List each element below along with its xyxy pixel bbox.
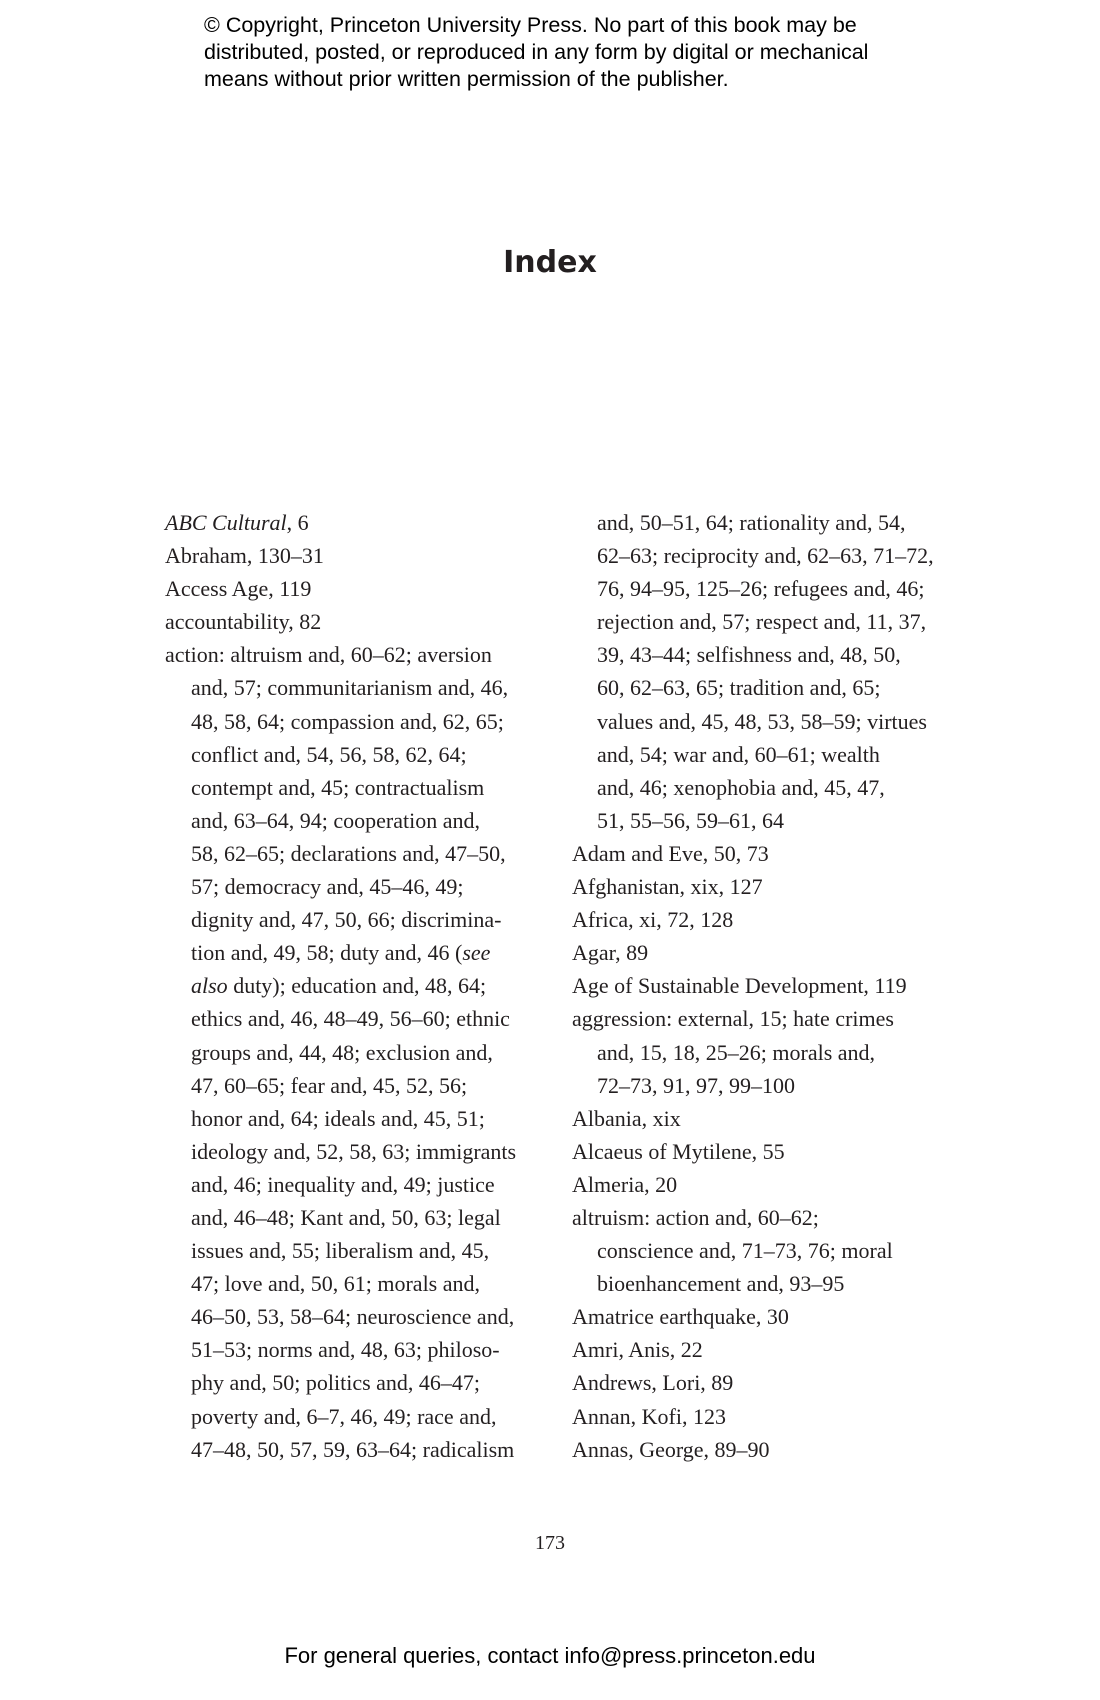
index-text: 51–53; norms and, 48, 63; philoso- xyxy=(191,1337,500,1363)
index-text: 72–73, 91, 97, 99–100 xyxy=(597,1072,795,1098)
index-column-right xyxy=(572,506,952,1466)
index-entry xyxy=(572,1201,952,1234)
index-text: and, 57; communitarianism and, 46, xyxy=(191,675,509,701)
index-entry-continuation xyxy=(165,1201,545,1234)
index-text: , 6 xyxy=(286,510,309,535)
index-entry xyxy=(572,1135,952,1168)
index-entry xyxy=(572,1366,952,1399)
index-text: 51, 55–56, 59–61, 64 xyxy=(597,807,784,833)
index-text: Alcaeus of Mytilene, 55 xyxy=(572,1138,785,1164)
index-entry-continuation xyxy=(572,539,952,572)
index-text: Andrews, Lori, 89 xyxy=(572,1370,734,1396)
index-entry-continuation xyxy=(165,1433,545,1466)
index-text: 39, 43–44; selfishness and, 48, 50, xyxy=(597,642,901,668)
index-text: Albania, xix xyxy=(572,1105,681,1131)
index-entry-continuation xyxy=(165,804,545,837)
index-text: groups and, 44, 48; exclusion and, xyxy=(191,1039,493,1065)
index-entry xyxy=(572,837,952,870)
index-text: and, 50–51, 64; rationality and, 54, xyxy=(597,510,906,535)
index-text: and, 63–64, 94; cooperation and, xyxy=(191,807,480,833)
page-number: 173 xyxy=(535,1532,565,1554)
index-entry xyxy=(572,1400,952,1433)
index-text: Adam and Eve, 50, 73 xyxy=(572,840,769,866)
index-column-left xyxy=(165,506,545,1466)
copyright-notice xyxy=(204,12,924,93)
index-entry-continuation xyxy=(165,1366,545,1399)
index-text: 47; love and, 50, 61; morals and, xyxy=(191,1271,481,1297)
index-text: action: altruism and, 60–62; aversion xyxy=(165,642,492,668)
index-entry-continuation xyxy=(572,1267,952,1300)
index-entry xyxy=(572,903,952,936)
index-entry-continuation xyxy=(572,1036,952,1069)
index-text: Afghanistan, xix, 127 xyxy=(572,874,763,900)
index-text: 58, 62–65; declarations and, 47–50, xyxy=(191,840,506,866)
index-entry xyxy=(572,969,952,1002)
index-entry-continuation xyxy=(165,738,545,771)
index-text: 46–50, 53, 58–64; neuroscience and, xyxy=(191,1304,515,1330)
index-text-italic: also xyxy=(191,973,228,999)
index-text: honor and, 64; ideals and, 45, 51; xyxy=(191,1105,485,1131)
index-text: Access Age, 119 xyxy=(165,576,312,602)
index-text: dignity and, 47, 50, 66; discrimina- xyxy=(191,907,502,933)
index-text: Amatrice earthquake, 30 xyxy=(572,1304,789,1330)
index-entry-continuation xyxy=(165,1333,545,1366)
index-text: and, 15, 18, 25–26; morals and, xyxy=(597,1039,876,1065)
index-entry-continuation xyxy=(165,705,545,738)
copyright-line: © Copyright, Princeton University Press. No part of this book may be xyxy=(204,13,857,37)
index-text: ethics and, 46, 48–49, 56–60; ethnic xyxy=(191,1006,510,1032)
index-text: 57; democracy and, 45–46, 49; xyxy=(191,874,464,900)
index-entry-continuation xyxy=(165,1069,545,1102)
copyright-line: distributed, posted, or reproduced in any form by digital or mechanical xyxy=(204,40,869,64)
index-entry-continuation xyxy=(572,572,952,605)
index-text: poverty and, 6–7, 46, 49; race and, xyxy=(191,1403,497,1429)
index-text: duty); education and, 48, 64; xyxy=(227,973,487,999)
index-entry-continuation xyxy=(572,705,952,738)
index-text: phy and, 50; politics and, 46–47; xyxy=(191,1370,481,1396)
index-entry xyxy=(572,1102,952,1135)
index-entry-continuation xyxy=(165,903,545,936)
index-entry xyxy=(165,638,545,671)
index-text: 47–48, 50, 57, 59, 63–64; radicalism xyxy=(191,1436,515,1462)
index-text: 62–63; reciprocity and, 62–63, 71–72, xyxy=(597,543,934,569)
index-entry-continuation xyxy=(165,1300,545,1333)
index-entry-continuation xyxy=(572,1234,952,1267)
index-text: Agar, 89 xyxy=(572,940,649,966)
index-text: 76, 94–95, 125–26; refugees and, 46; xyxy=(597,576,925,602)
index-text: values and, 45, 48, 53, 58–59; virtues xyxy=(597,708,927,734)
index-entry xyxy=(572,1333,952,1366)
index-entry xyxy=(165,605,545,638)
index-entry-continuation xyxy=(165,771,545,804)
index-entry-continuation xyxy=(165,1234,545,1267)
index-text: tion and, 49, 58; duty and, 46 ( xyxy=(191,940,463,966)
index-entry-continuation xyxy=(572,605,952,638)
index-entry-continuation xyxy=(165,1002,545,1035)
index-entry-continuation xyxy=(572,638,952,671)
index-text: ideology and, 52, 58, 63; immigrants xyxy=(191,1138,517,1164)
index-text: Age of Sustainable Development, 119 xyxy=(572,973,907,999)
index-text-italic: ABC Cultural xyxy=(165,510,287,535)
index-text: 60, 62–63, 65; tradition and, 65; xyxy=(597,675,881,701)
index-entry xyxy=(572,1168,952,1201)
index-text: issues and, 55; liberalism and, 45, xyxy=(191,1238,490,1264)
index-entry xyxy=(572,1433,952,1466)
index-entry-continuation xyxy=(572,671,952,704)
index-entry-continuation xyxy=(572,1069,952,1102)
index-entry-continuation xyxy=(165,1168,545,1201)
index-text: and, 46; xenophobia and, 45, 47, xyxy=(597,774,885,800)
index-text: Amri, Anis, 22 xyxy=(572,1337,703,1363)
index-text: contempt and, 45; contractualism xyxy=(191,774,485,800)
index-entry-continuation xyxy=(165,936,545,969)
index-entry xyxy=(165,539,545,572)
index-entry-continuation xyxy=(165,1036,545,1069)
index-entry xyxy=(572,936,952,969)
page-title: Index xyxy=(503,245,597,280)
index-text: conflict and, 54, 56, 58, 62, 64; xyxy=(191,741,467,767)
index-text: 48, 58, 64; compassion and, 62, 65; xyxy=(191,708,504,734)
index-entry-continuation xyxy=(572,771,952,804)
index-text: bioenhancement and, 93–95 xyxy=(597,1271,845,1297)
index-entry xyxy=(572,1300,952,1333)
index-text: Annan, Kofi, 123 xyxy=(572,1403,726,1429)
index-text: accountability, 82 xyxy=(165,609,322,635)
copyright-line: means without prior written permission of the publisher. xyxy=(204,67,729,91)
index-entry-continuation xyxy=(572,506,952,539)
index-text: Almeria, 20 xyxy=(572,1171,678,1197)
index-text: aggression: external, 15; hate crimes xyxy=(572,1006,894,1032)
index-text: and, 54; war and, 60–61; wealth xyxy=(597,741,880,767)
index-text: rejection and, 57; respect and, 11, 37, xyxy=(597,609,927,635)
index-text: Annas, George, 89–90 xyxy=(572,1436,770,1462)
index-text: and, 46–48; Kant and, 50, 63; legal xyxy=(191,1204,501,1230)
footer-contact: For general queries, contact info@press.princeton.edu xyxy=(284,1643,816,1668)
index-text: 47, 60–65; fear and, 45, 52, 56; xyxy=(191,1072,468,1098)
index-entry-continuation xyxy=(165,870,545,903)
index-text: Abraham, 130–31 xyxy=(165,543,324,569)
index-entry-continuation xyxy=(572,738,952,771)
index-entry-continuation xyxy=(165,1135,545,1168)
index-entry-continuation xyxy=(165,671,545,704)
index-entry xyxy=(572,1002,952,1035)
index-entry-continuation xyxy=(165,1267,545,1300)
index-entry xyxy=(572,870,952,903)
index-text: Africa, xi, 72, 128 xyxy=(572,907,734,933)
index-text: conscience and, 71–73, 76; moral xyxy=(597,1238,893,1264)
index-entry-continuation xyxy=(165,1102,545,1135)
index-text-italic: see xyxy=(462,940,491,966)
index-entry-continuation xyxy=(165,837,545,870)
index-entry-continuation xyxy=(165,969,545,1002)
index-entry-continuation xyxy=(572,804,952,837)
index-entry-continuation xyxy=(165,1400,545,1433)
index-text: and, 46; inequality and, 49; justice xyxy=(191,1171,495,1197)
index-entry xyxy=(165,572,545,605)
index-text: altruism: action and, 60–62; xyxy=(572,1204,819,1230)
index-entry xyxy=(165,506,545,539)
